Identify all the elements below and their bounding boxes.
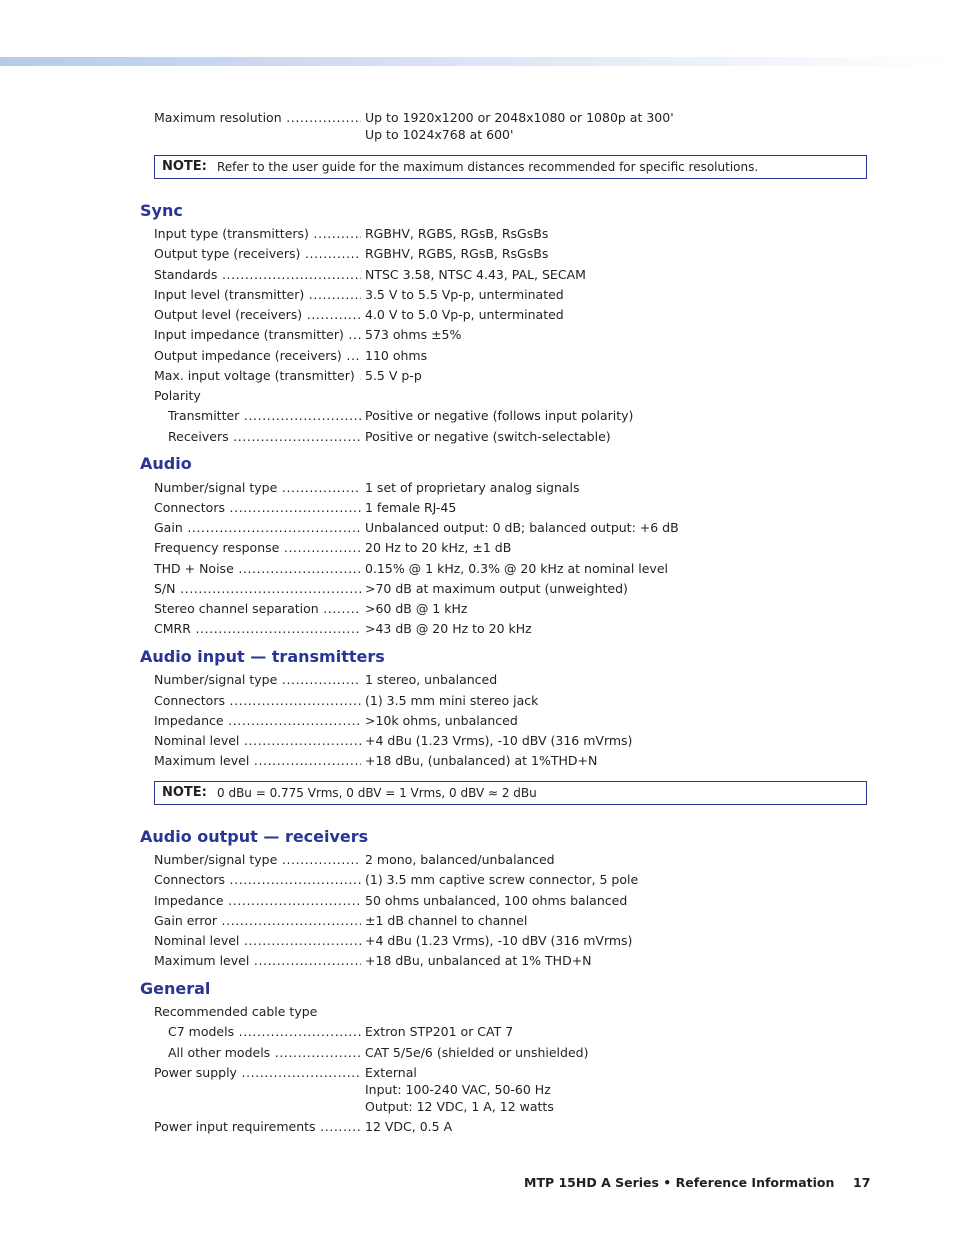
spec-label: Standards .....: [154, 266, 361, 283]
page-number: 17: [853, 1175, 871, 1190]
spec-value: Unbalanced output: 0 dB; balanced output: +6 dB: [365, 520, 679, 535]
note-text: Refer to the user guide for the maximum distances recommended for specific resolutions.: [217, 160, 759, 174]
note-tag: NOTE:: [162, 785, 207, 800]
spec-label: Gain error .....: [154, 912, 361, 929]
spec-value: 0.15% @ 1 kHz, 0.3% @ 20 kHz at nominal level: [365, 561, 668, 576]
spec-value: Extron STP201 or CAT 7: [365, 1024, 514, 1039]
spec-label: Output level (receivers) .....: [154, 306, 361, 323]
spec-label: Maximum level .....: [154, 752, 361, 769]
spec-label: Nominal level .....: [154, 932, 361, 949]
spec-value: 50 ohms unbalanced, 100 ohms balanced: [365, 893, 628, 908]
spec-label: Output type (receivers) .....: [154, 245, 361, 262]
spec-label: Frequency response .....: [154, 539, 361, 556]
spec-value-line: Up to 1920x1200 or 2048x1080 or 1080p at 300': [365, 110, 674, 125]
spec-value: 5.5 V p-p: [365, 368, 422, 383]
spec-value: [365, 109, 674, 143]
spec-label: Stereo channel separation .....: [154, 600, 361, 617]
spec-label: Nominal level .....: [154, 732, 361, 749]
section-heading-audio-output: Audio output — receivers: [140, 827, 369, 846]
spec-label: Number/signal type .....: [154, 671, 361, 688]
spec-label: Maximum resolution .....: [154, 109, 361, 126]
spec-value: [365, 1064, 554, 1115]
spec-value: (1) 3.5 mm captive screw connector, 5 pole: [365, 872, 639, 887]
section-heading-general: General: [140, 979, 211, 998]
spec-value: RGBHV, RGBS, RGsB, RsGsBs: [365, 226, 549, 241]
header-band: [0, 57, 954, 66]
spec-value: ±1 dB channel to channel: [365, 913, 528, 928]
spec-label: Connectors .....: [154, 692, 361, 709]
spec-label: CMRR .....: [154, 620, 361, 637]
spec-value-line: Up to 1024x768 at 600': [365, 127, 514, 142]
spec-label: All other models .....: [168, 1044, 361, 1061]
spec-value: Positive or negative (follows input polarity): [365, 408, 634, 423]
spec-label: Number/signal type .....: [154, 851, 361, 868]
spec-value-line: Output: 12 VDC, 1 A, 12 watts: [365, 1099, 554, 1114]
spec-value: 1 stereo, unbalanced: [365, 672, 498, 687]
spec-label: Maximum level .....: [154, 952, 361, 969]
spec-label: S/N .....: [154, 580, 361, 597]
spec-label: Output impedance (receivers) .....: [154, 347, 361, 364]
spec-value: +4 dBu (1.23 Vrms), -10 dBV (316 mVrms): [365, 733, 633, 748]
spec-label: Connectors .....: [154, 499, 361, 516]
spec-label: Power input requirements .....: [154, 1118, 361, 1135]
spec-label: Power supply .....: [154, 1064, 361, 1081]
spec-value: 4.0 V to 5.0 Vp-p, unterminated: [365, 307, 564, 322]
spec-value: +4 dBu (1.23 Vrms), -10 dBV (316 mVrms): [365, 933, 633, 948]
note-box-resolution: [154, 155, 867, 179]
spec-value: >60 dB @ 1 kHz: [365, 601, 468, 616]
spec-value: Positive or negative (switch-selectable): [365, 429, 611, 444]
spec-value: 573 ohms ±5%: [365, 327, 462, 342]
spec-label: Input impedance (transmitter) .....: [154, 326, 361, 343]
spec-value: 20 Hz to 20 kHz, ±1 dB: [365, 540, 512, 555]
spec-value: 1 set of proprietary analog signals: [365, 480, 580, 495]
spec-label: C7 models .....: [168, 1023, 361, 1040]
spec-label: Max. input voltage (transmitter) .....: [154, 367, 361, 384]
spec-value-line: Input: 100-240 VAC, 50-60 Hz: [365, 1082, 551, 1097]
spec-value: RGBHV, RGBS, RGsB, RsGsBs: [365, 246, 549, 261]
note-tag: NOTE:: [162, 159, 207, 174]
spec-value: 2 mono, balanced/unbalanced: [365, 852, 555, 867]
spec-group-label: Polarity: [154, 388, 201, 403]
spec-value: NTSC 3.58, NTSC 4.43, PAL, SECAM: [365, 267, 586, 282]
note-text: 0 dBu = 0.775 Vrms, 0 dBV = 1 Vrms, 0 dBV ≈ 2 dBu: [217, 786, 537, 800]
spec-label: Input level (transmitter) .....: [154, 286, 361, 303]
spec-value: 12 VDC, 0.5 A: [365, 1119, 453, 1134]
section-heading-audio: Audio: [140, 454, 192, 473]
spec-label: Connectors .....: [154, 871, 361, 888]
spec-value-line: External: [365, 1065, 417, 1080]
spec-value: 110 ohms: [365, 348, 428, 363]
footer-title: MTP 15HD A Series • Reference Information: [524, 1175, 835, 1190]
spec-label: Number/signal type .....: [154, 479, 361, 496]
spec-label: Gain .....: [154, 519, 361, 536]
spec-label: Transmitter .....: [168, 407, 361, 424]
spec-value: 1 female RJ-45: [365, 500, 457, 515]
spec-label: Impedance .....: [154, 892, 361, 909]
spec-value: +18 dBu, unbalanced at 1% THD+N: [365, 953, 592, 968]
spec-group-label: Recommended cable type: [154, 1004, 318, 1019]
spec-label: THD + Noise .....: [154, 560, 361, 577]
spec-value: >43 dB @ 20 Hz to 20 kHz: [365, 621, 532, 636]
section-heading-audio-input: Audio input — transmitters: [140, 647, 385, 666]
spec-value: >10k ohms, unbalanced: [365, 713, 518, 728]
spec-value: CAT 5/5e/6 (shielded or unshielded): [365, 1045, 589, 1060]
spec-value: 3.5 V to 5.5 Vp-p, unterminated: [365, 287, 564, 302]
spec-label: Receivers .....: [168, 428, 361, 445]
spec-label: Impedance .....: [154, 712, 361, 729]
spec-label: Input type (transmitters) .....: [154, 225, 361, 242]
section-heading-sync: Sync: [140, 201, 183, 220]
spec-value: (1) 3.5 mm mini stereo jack: [365, 693, 539, 708]
spec-value: >70 dB at maximum output (unweighted): [365, 581, 628, 596]
spec-value: +18 dBu, (unbalanced) at 1%THD+N: [365, 753, 598, 768]
note-box-dbu: [154, 781, 867, 805]
